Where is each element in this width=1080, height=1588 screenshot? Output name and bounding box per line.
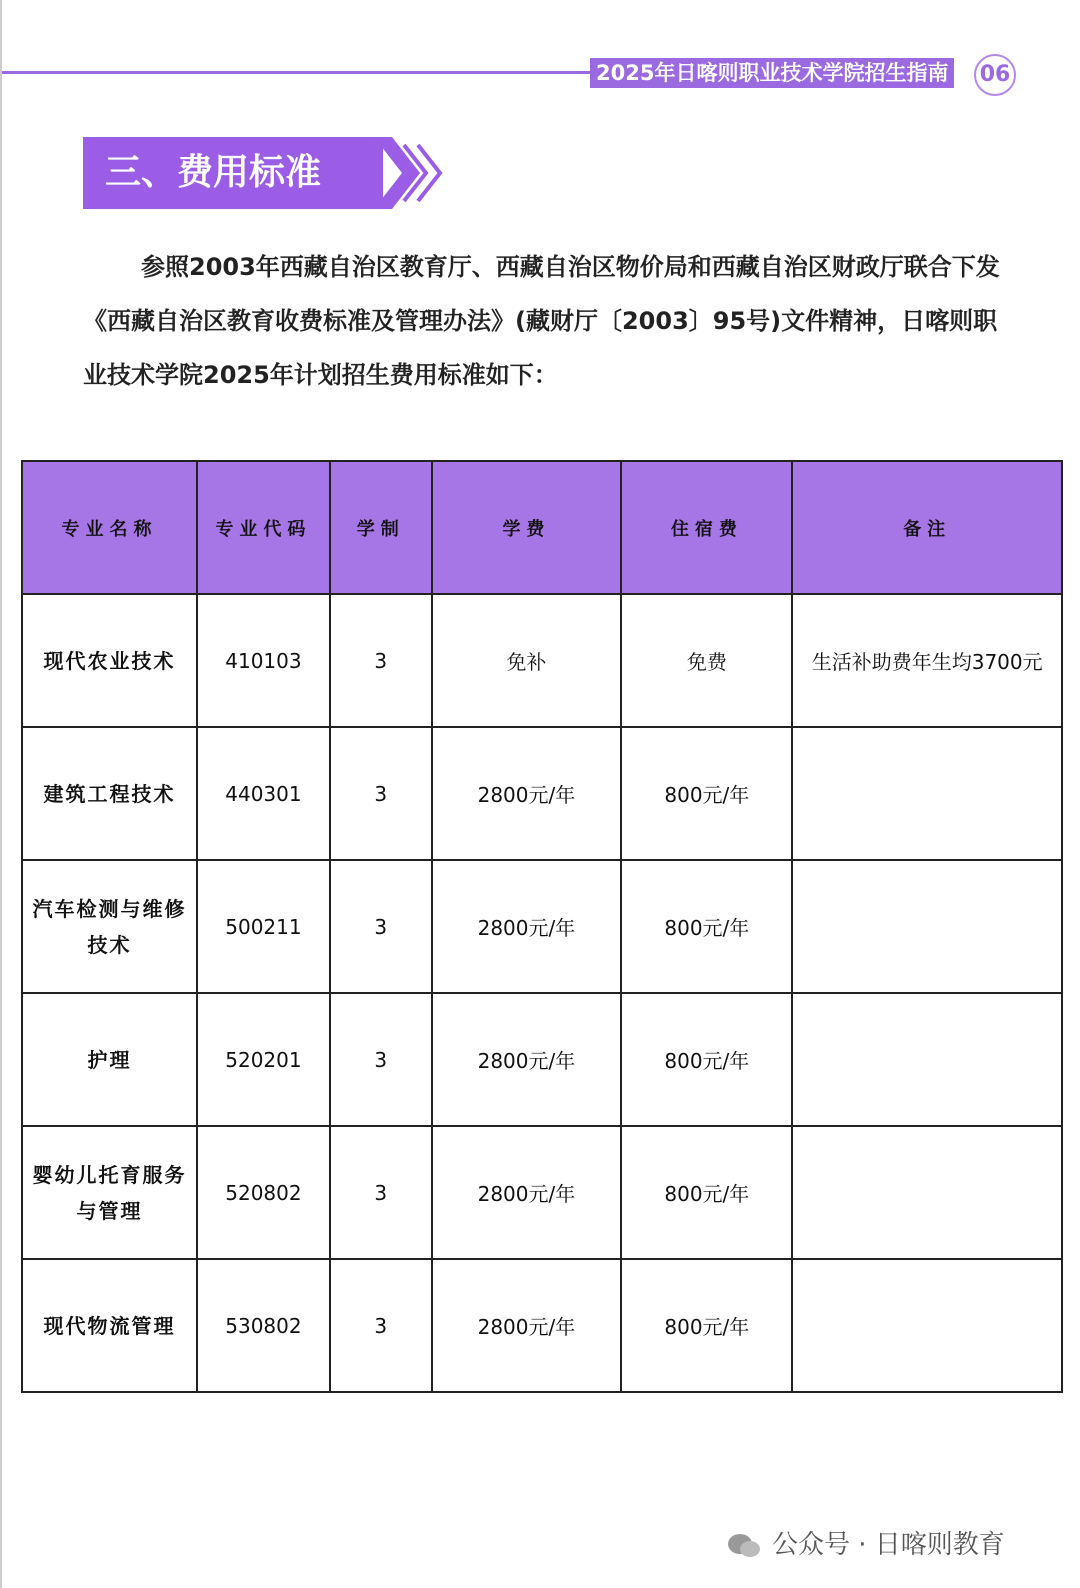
table-cell: 530802 — [197, 1259, 330, 1392]
table-cell: 520802 — [197, 1126, 330, 1259]
table-header-row — [22, 461, 1062, 594]
table-cell: 520201 — [197, 993, 330, 1126]
table-cell: 护理 — [22, 993, 197, 1126]
table-cell: 800元/年 — [621, 1259, 792, 1392]
table-cell: 2800元/年 — [432, 860, 622, 993]
table-cell: 3 — [330, 594, 432, 727]
column-header: 住宿费 — [621, 461, 792, 594]
table-cell: 440301 — [197, 727, 330, 860]
table-cell: 3 — [330, 993, 432, 1126]
table-row — [22, 860, 1062, 993]
table-cell: 建筑工程技术 — [22, 727, 197, 860]
intro-paragraph — [83, 240, 1003, 402]
table-cell: 婴幼儿托育服务与管理 — [22, 1126, 197, 1259]
table-cell: 2800元/年 — [432, 727, 622, 860]
table-cell: 免费 — [621, 594, 792, 727]
table-cell — [792, 1126, 1062, 1259]
intro-text: 参照2003年西藏自治区教育厅、西藏自治区物价局和西藏自治区财政厅联合下发《西藏自治区教育收费标准及管理办法》(藏财厅〔2003〕95号)文件精神，日喀则职业技术学院2025年计划招生费用标准如下： — [83, 253, 1000, 389]
footer-watermark — [726, 1524, 1005, 1561]
table-cell: 现代农业技术 — [22, 594, 197, 727]
page-number: 06 — [974, 54, 1016, 96]
table-cell: 现代物流管理 — [22, 1259, 197, 1392]
column-header: 学制 — [330, 461, 432, 594]
column-header: 学费 — [432, 461, 622, 594]
table-cell — [792, 860, 1062, 993]
table-row — [22, 1126, 1062, 1259]
table-cell — [792, 993, 1062, 1126]
table-cell: 3 — [330, 727, 432, 860]
table-row — [22, 594, 1062, 727]
table-row — [22, 993, 1062, 1126]
table-cell: 800元/年 — [621, 860, 792, 993]
table-cell: 3 — [330, 860, 432, 993]
table-cell: 800元/年 — [621, 993, 792, 1126]
column-header: 专业名称 — [22, 461, 197, 594]
section-title: 三、费用标准 — [83, 137, 383, 209]
table-cell: 2800元/年 — [432, 993, 622, 1126]
column-header: 备注 — [792, 461, 1062, 594]
table-cell: 汽车检测与维修技术 — [22, 860, 197, 993]
wechat-icon — [726, 1533, 762, 1559]
table-cell: 3 — [330, 1126, 432, 1259]
table-cell: 2800元/年 — [432, 1126, 622, 1259]
table-cell: 2800元/年 — [432, 1259, 622, 1392]
table-cell — [792, 1259, 1062, 1392]
table-cell: 800元/年 — [621, 727, 792, 860]
table-cell: 生活补助费年生均3700元 — [792, 594, 1062, 727]
table-cell: 500211 — [197, 860, 330, 993]
table-row — [22, 727, 1062, 860]
chevrons-icon — [374, 137, 446, 209]
header-line — [2, 71, 592, 74]
header-title: 2025年日喀则职业技术学院招生指南 — [590, 58, 954, 88]
fee-table — [21, 460, 1063, 1393]
table-row — [22, 1259, 1062, 1392]
column-header: 专业代码 — [197, 461, 330, 594]
table-cell: 3 — [330, 1259, 432, 1392]
table-cell — [792, 727, 1062, 860]
footer-text: 公众号 · 日喀则教育 — [772, 1530, 1005, 1560]
table-cell: 800元/年 — [621, 1126, 792, 1259]
table-cell: 410103 — [197, 594, 330, 727]
table-cell: 免补 — [432, 594, 622, 727]
